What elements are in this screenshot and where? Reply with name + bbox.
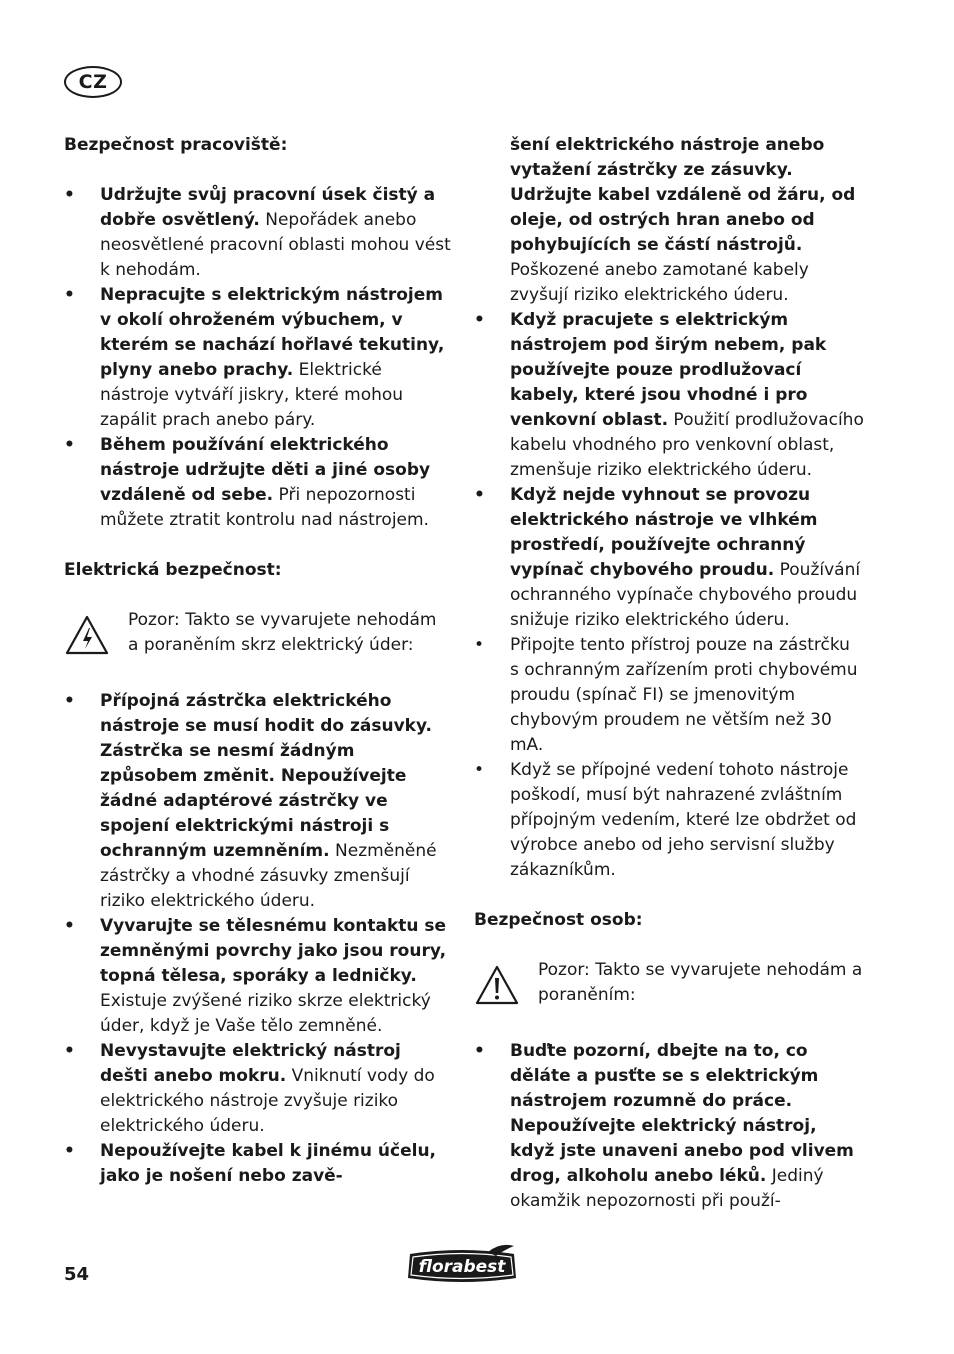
high-voltage-warning-icon (64, 614, 110, 656)
list-item (474, 758, 864, 883)
list-item (64, 1139, 452, 1189)
item-bold-text: šení elektrického nástroje anebo vytažení zástrčky ze zásuvky. Udržujte kabel vzdáleně od žáru, od oleje, od ostrých hran anebo od pohybujících se částí nástrojů. (510, 135, 856, 255)
continued-item (474, 133, 864, 308)
item-bold-text: Když nejde vyhnout se provozu elektrického nástroje ve vlhkém prostředí, používejte ochranný vypínač chybového proudu. (510, 485, 818, 580)
left-column (64, 133, 452, 1189)
item-text: Nezměněné zástrčky a vhodné zásuvky zmenšují riziko elektrického úderu. (100, 841, 437, 911)
item-text: Elektrické nástroje vytváří jiskry, které mohou zapálit prach anebo páry. (100, 360, 404, 430)
list-item (64, 433, 452, 533)
personal-safety-list (474, 1039, 864, 1214)
electrical-warning (64, 608, 452, 664)
item-bold-text: Udržujte svůj pracovní úsek čistý a dobře osvětlený. (100, 185, 436, 230)
item-text: Použití prodlužovacího kabelu vhodného pro venkovní oblast, zmenšuje riziko elektrického úderu. (510, 410, 864, 480)
logo-text: florabest (418, 1257, 506, 1277)
personal-warning (474, 958, 864, 1014)
item-text: Když se přípojné vedení tohoto nástroje poškodí, musí být nahrazené zvláštním přípojným vedením, které lze obdržet od výrobce anebo od jeho servisní služby zákazníkům. (510, 760, 857, 880)
list-item (474, 633, 864, 758)
item-bold-text: Nepracujte s elektrickým nástrojem v okolí ohroženém výbuchem, v kterém se nachází hořlavé tekutiny, plyny anebo prachy. (100, 285, 445, 380)
language-badge: CZ (64, 66, 122, 98)
item-bold-text: Přípojná zástrčka elektrického nástroje se musí hodit do zásuvky. Zástrčka se nesmí žádným způsobem změnit. Nepoužívejte žádné adaptérové zástrčky ve spojení elektrickými nástroji s ochranným uzemněním. (100, 691, 432, 861)
bullet-icon: • (474, 485, 485, 505)
bullet-icon: • (474, 760, 485, 780)
bullet-icon: • (64, 185, 75, 205)
list-item (474, 308, 864, 483)
list-item (474, 483, 864, 633)
electrical-safety-list-continued (474, 308, 864, 883)
bullet-icon: • (64, 285, 75, 305)
list-item (64, 1039, 452, 1139)
item-bold-text: Když pracujete s elektrickým nástrojem pod širým nebem, pak používejte pouze prodlužovací kabely, které jsou vhodné i pro venkovní oblast. (510, 310, 827, 430)
warning-text: Pozor: Takto se vyvarujete nehodám a poraněním skrz elektrický úder: (128, 610, 437, 655)
list-item (64, 283, 452, 433)
item-text: Nepořádek anebo neosvětlené pracovní oblasti mohou vést k nehodám. (100, 210, 451, 280)
list-item (64, 183, 452, 283)
item-text: Vniknutí vody do elektrického nástroje zvyšuje riziko elektrického úderu. (100, 1066, 435, 1136)
item-bold-text: Buďte pozorní, dbejte na to, co děláte a pusťte se s elektrickým nástrojem rozumně do práce. Nepoužívejte elektrický nástroj, když jste unaveni anebo pod vlivem drog, alkoholu anebo léků. (510, 1041, 854, 1186)
bullet-icon: • (64, 1141, 75, 1161)
right-column (474, 133, 864, 1214)
bullet-icon: • (64, 691, 75, 711)
item-text: Připojte tento přístroj pouze na zástrčku s ochranným zařízením proti chybovému proudu (spínač FI) se jmenovitým chybovým proudem ne větším než 30 mA. (510, 635, 858, 755)
item-text: Poškozené anebo zamotané kabely zvyšují riziko elektrického úderu. (510, 260, 809, 305)
bullet-icon: • (64, 1041, 75, 1061)
list-item (64, 914, 452, 1039)
page-number: 54 (64, 1264, 90, 1285)
item-bold-text: Nepoužívejte kabel k jinému účelu, jako je nošení nebo zavě- (100, 1141, 437, 1186)
item-bold-text: Během používání elektrického nástroje udržujte děti a jiné osoby vzdáleně od sebe. (100, 435, 431, 505)
bullet-icon: • (64, 916, 75, 936)
item-text: Jediný okamžik nepozornosti při použí- (510, 1166, 824, 1211)
item-text: Existuje zvýšené riziko skrze elektrický úder, když je Vaše tělo zemněné. (100, 991, 431, 1036)
electrical-safety-list (64, 689, 452, 1189)
exclamation-warning-icon (474, 964, 520, 1006)
section-heading-personal-safety: Bezpečnost osob: (474, 910, 643, 930)
list-item (64, 689, 452, 914)
bullet-icon: • (474, 1041, 485, 1061)
warning-text: Pozor: Takto se vyvarujete nehodám a poraněním: (538, 960, 863, 1005)
florabest-logo (404, 1244, 520, 1288)
item-text: Při nepozornosti můžete ztratit kontrolu nad nástrojem. (100, 485, 429, 530)
item-text: Používání ochranného vypínače chybového proudu snižuje riziko elektrického úderu. (510, 560, 861, 630)
section-heading-workplace-safety: Bezpečnost pracoviště: (64, 135, 288, 155)
item-bold-text: Vyvarujte se tělesnému kontaktu se zemněnými povrchy jako jsou roury, topná tělesa, sporáky a ledničky. (100, 916, 447, 986)
bullet-icon: • (474, 310, 485, 330)
section-heading-electrical-safety: Elektrická bezpečnost: (64, 560, 282, 580)
workplace-safety-list (64, 183, 452, 533)
list-item (474, 1039, 864, 1214)
item-bold-text: Nevystavujte elektrický nástroj dešti anebo mokru. (100, 1041, 401, 1086)
bullet-icon: • (64, 435, 75, 455)
bullet-icon: • (474, 635, 485, 655)
